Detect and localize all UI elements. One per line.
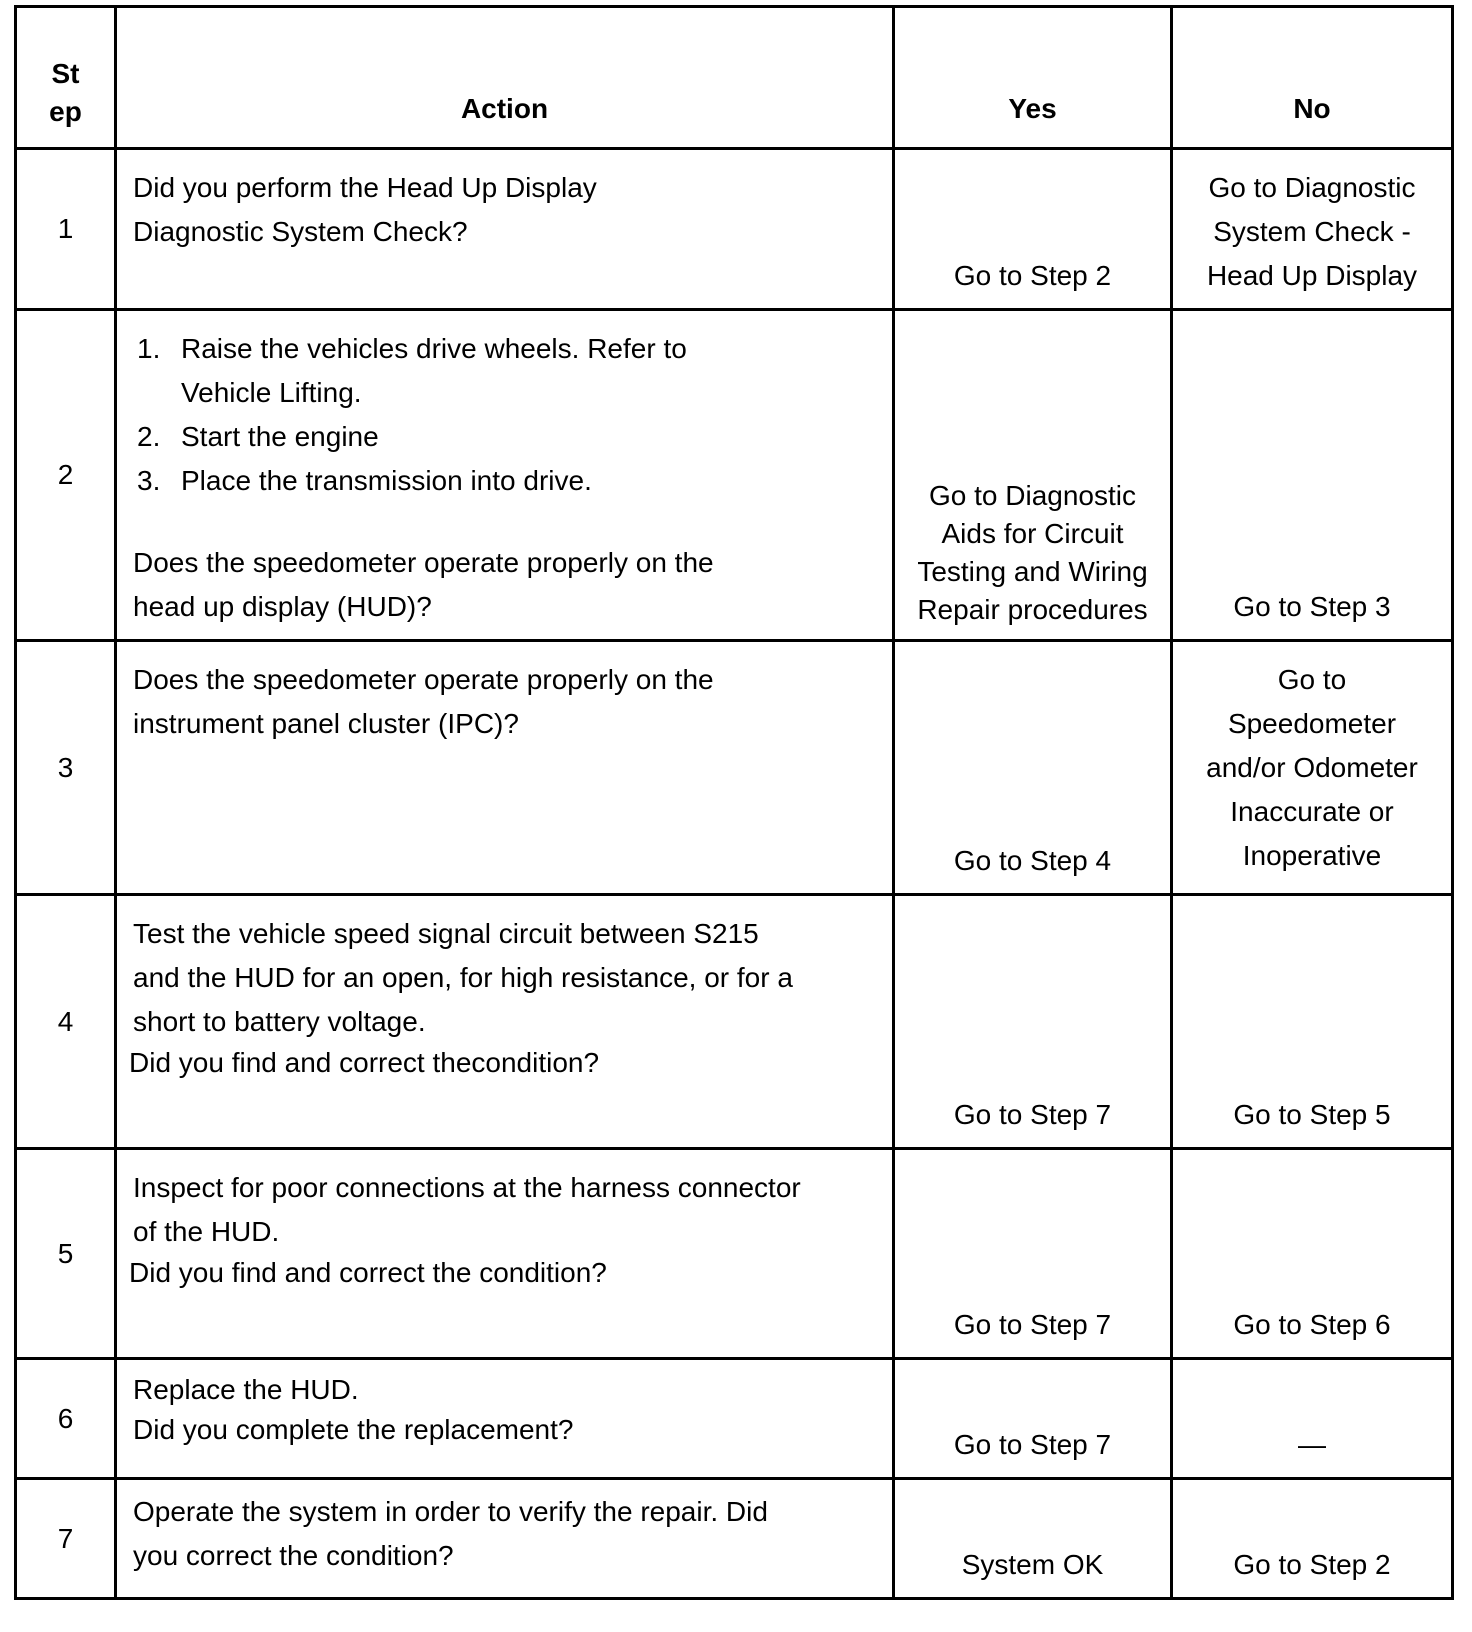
header-no: No xyxy=(1172,7,1453,149)
action-step-list xyxy=(133,327,882,503)
action-question: Did you find and correct thecondition? xyxy=(129,1047,600,1078)
list-item xyxy=(133,327,781,415)
table-row xyxy=(16,641,1453,895)
diagnostic-table xyxy=(14,5,1454,1600)
list-number: 3. xyxy=(137,465,161,496)
list-text: Place the transmission into drive. xyxy=(181,465,592,496)
action-question: Does the speedometer operate properly on the head up display (HUD)? xyxy=(133,547,714,622)
no-cell: Go to Step 5 xyxy=(1172,895,1453,1149)
action-cell xyxy=(116,1149,894,1359)
no-cell: Go to Step 3 xyxy=(1172,310,1453,641)
action-text: Inspect for poor connections at the harness connector of the HUD. xyxy=(133,1172,801,1247)
step-number: 4 xyxy=(16,895,116,1149)
list-item xyxy=(133,459,882,503)
list-number: 1. xyxy=(137,333,161,364)
action-cell xyxy=(116,895,894,1149)
yes-cell: Go to Step 4 xyxy=(894,641,1172,895)
step-number: 7 xyxy=(16,1479,116,1599)
action-text: Operate the system in order to verify the repair. Did you correct the condition? xyxy=(133,1496,768,1571)
yes-cell: System OK xyxy=(894,1479,1172,1599)
table-row xyxy=(16,1479,1453,1599)
header-action: Action xyxy=(116,7,894,149)
table-row xyxy=(16,149,1453,310)
step-number: 5 xyxy=(16,1149,116,1359)
list-text: Raise the vehicles drive wheels. Refer to Vehicle Lifting. xyxy=(181,333,687,408)
list-item xyxy=(133,415,882,459)
yes-cell: Go to Diagnostic Aids for Circuit Testing and Wiring Repair procedures xyxy=(894,310,1172,641)
table-row xyxy=(16,1149,1453,1359)
no-cell xyxy=(1172,1359,1453,1479)
header-row xyxy=(16,7,1453,149)
list-text: Start the engine xyxy=(181,421,379,452)
action-text: Does the speedometer operate properly on the instrument panel cluster (IPC)? xyxy=(133,664,714,739)
action-cell xyxy=(116,1359,894,1479)
table-row xyxy=(16,310,1453,641)
no-cell: Go to Speedometer and/or Odometer Inaccurate or Inoperative xyxy=(1172,641,1453,895)
action-cell xyxy=(116,149,894,310)
no-cell: Go to Step 6 xyxy=(1172,1149,1453,1359)
yes-cell: Go to Step 7 xyxy=(894,1149,1172,1359)
step-number: 2 xyxy=(16,310,116,641)
no-cell: Go to Step 2 xyxy=(1172,1479,1453,1599)
table-row xyxy=(16,1359,1453,1479)
no-cell: Go to Diagnostic System Check - Head Up Display xyxy=(1172,149,1453,310)
header-step: St ep xyxy=(16,7,116,149)
action-cell xyxy=(116,641,894,895)
list-number: 2. xyxy=(137,421,161,452)
step-number: 3 xyxy=(16,641,116,895)
table-row xyxy=(16,895,1453,1149)
no-dash: — xyxy=(1298,1429,1326,1460)
yes-cell: Go to Step 7 xyxy=(894,895,1172,1149)
yes-cell: Go to Step 7 xyxy=(894,1359,1172,1479)
yes-cell: Go to Step 2 xyxy=(894,149,1172,310)
action-question: Did you find and correct the condition? xyxy=(129,1257,607,1288)
action-question: Did you complete the replacement? xyxy=(133,1414,574,1445)
action-text: Replace the HUD. xyxy=(133,1374,359,1405)
header-yes: Yes xyxy=(894,7,1172,149)
action-cell xyxy=(116,310,894,641)
step-number: 1 xyxy=(16,149,116,310)
action-text: Did you perform the Head Up Display Diagnostic System Check? xyxy=(133,172,597,247)
action-cell xyxy=(116,1479,894,1599)
step-number: 6 xyxy=(16,1359,116,1479)
action-text: Test the vehicle speed signal circuit between S215 and the HUD for an open, for high resistance, or for a short to battery voltage. xyxy=(133,918,793,1037)
